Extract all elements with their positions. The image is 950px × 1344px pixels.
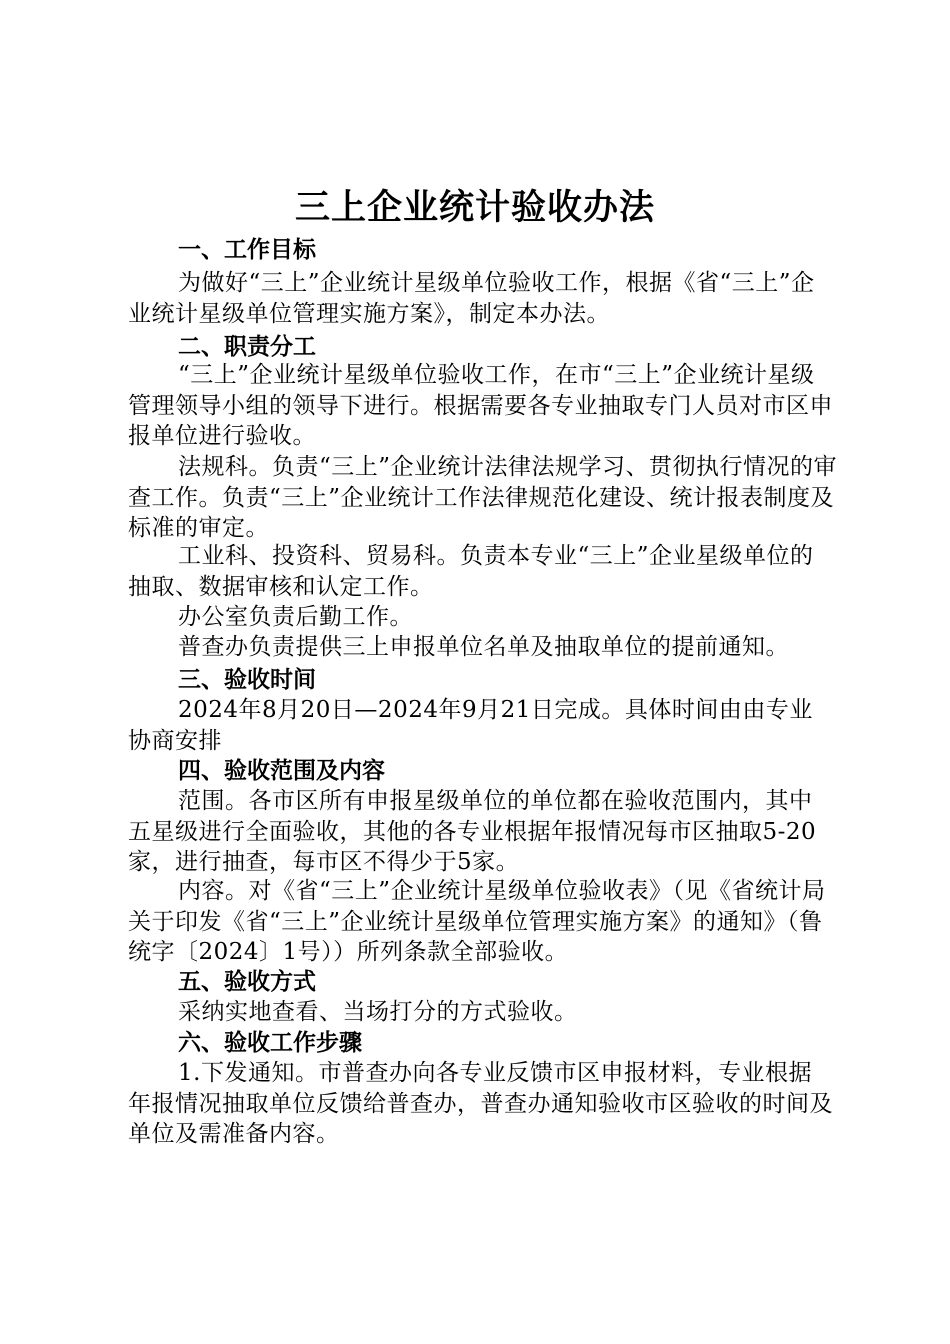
- section-1-paragraph-1: 为做好“三上”企业统计星级单位验收工作，根据《省“三上”企业统计星级单位管理实施方案》，制定本办法。: [128, 270, 815, 327]
- section-2-paragraph-2: 法规科。负责“三上”企业统计法律法规学习、贯彻执行情况的审查工作。负责“三上”企业统计工作法律规范化建设、统计报表制度及标准的审定。: [128, 454, 838, 541]
- section-2-paragraph-4: 办公室负责后勤工作。: [178, 604, 413, 630]
- section-5-paragraph-1: 采纳实地查看、当场打分的方式验收。: [178, 999, 578, 1025]
- section-heading-2: 二、职责分工: [178, 334, 316, 360]
- section-heading-3: 三、验收时间: [178, 667, 316, 693]
- document-title: 三上企业统计验收办法: [294, 188, 655, 228]
- section-6-paragraph-1: 1.下发通知。市普查办向各专业反馈市区申报材料，专业根据年报情况抽取单位反馈给普查办，普查办通知验收市区验收的时间及单位及需准备内容。: [128, 1060, 833, 1147]
- section-heading-4: 四、验收范围及内容: [178, 758, 385, 784]
- section-2-paragraph-3: 工业科、投资科、贸易科。负责本专业“三上”企业星级单位的抽取、数据审核和认定工作。: [128, 543, 814, 600]
- section-2-paragraph-5: 普查办负责提供三上申报单位名单及抽取单位的提前通知。: [178, 634, 789, 660]
- section-4-paragraph-2: 内容。对《省“三上”企业统计星级单位验收表》（见《省统计局关于印发《省“三上”企业统计星级单位管理实施方案》的通知》（鲁统字〔2024〕1号））所列条款全部验收。: [128, 878, 826, 965]
- section-heading-5: 五、验收方式: [178, 969, 316, 995]
- section-2-paragraph-1: “三上”企业统计星级单位验收工作，在市“三上”企业统计星级管理领导小组的领导下进行。根据需要各专业抽取专门人员对市区申报单位进行验收。: [128, 362, 833, 449]
- section-4-paragraph-1: 范围。各市区所有申报星级单位的单位都在验收范围内，其中五星级进行全面验收，其他的各专业根据年报情况每市区抽取5-20家，进行抽查，每市区不得少于5家。: [128, 788, 817, 875]
- section-3-paragraph-1: 2024年8月20日—2024年9月21日完成。具体时间由由专业协商安排: [128, 697, 813, 754]
- section-heading-1: 一、工作目标: [178, 237, 316, 263]
- section-heading-6: 六、验收工作步骤: [178, 1030, 362, 1056]
